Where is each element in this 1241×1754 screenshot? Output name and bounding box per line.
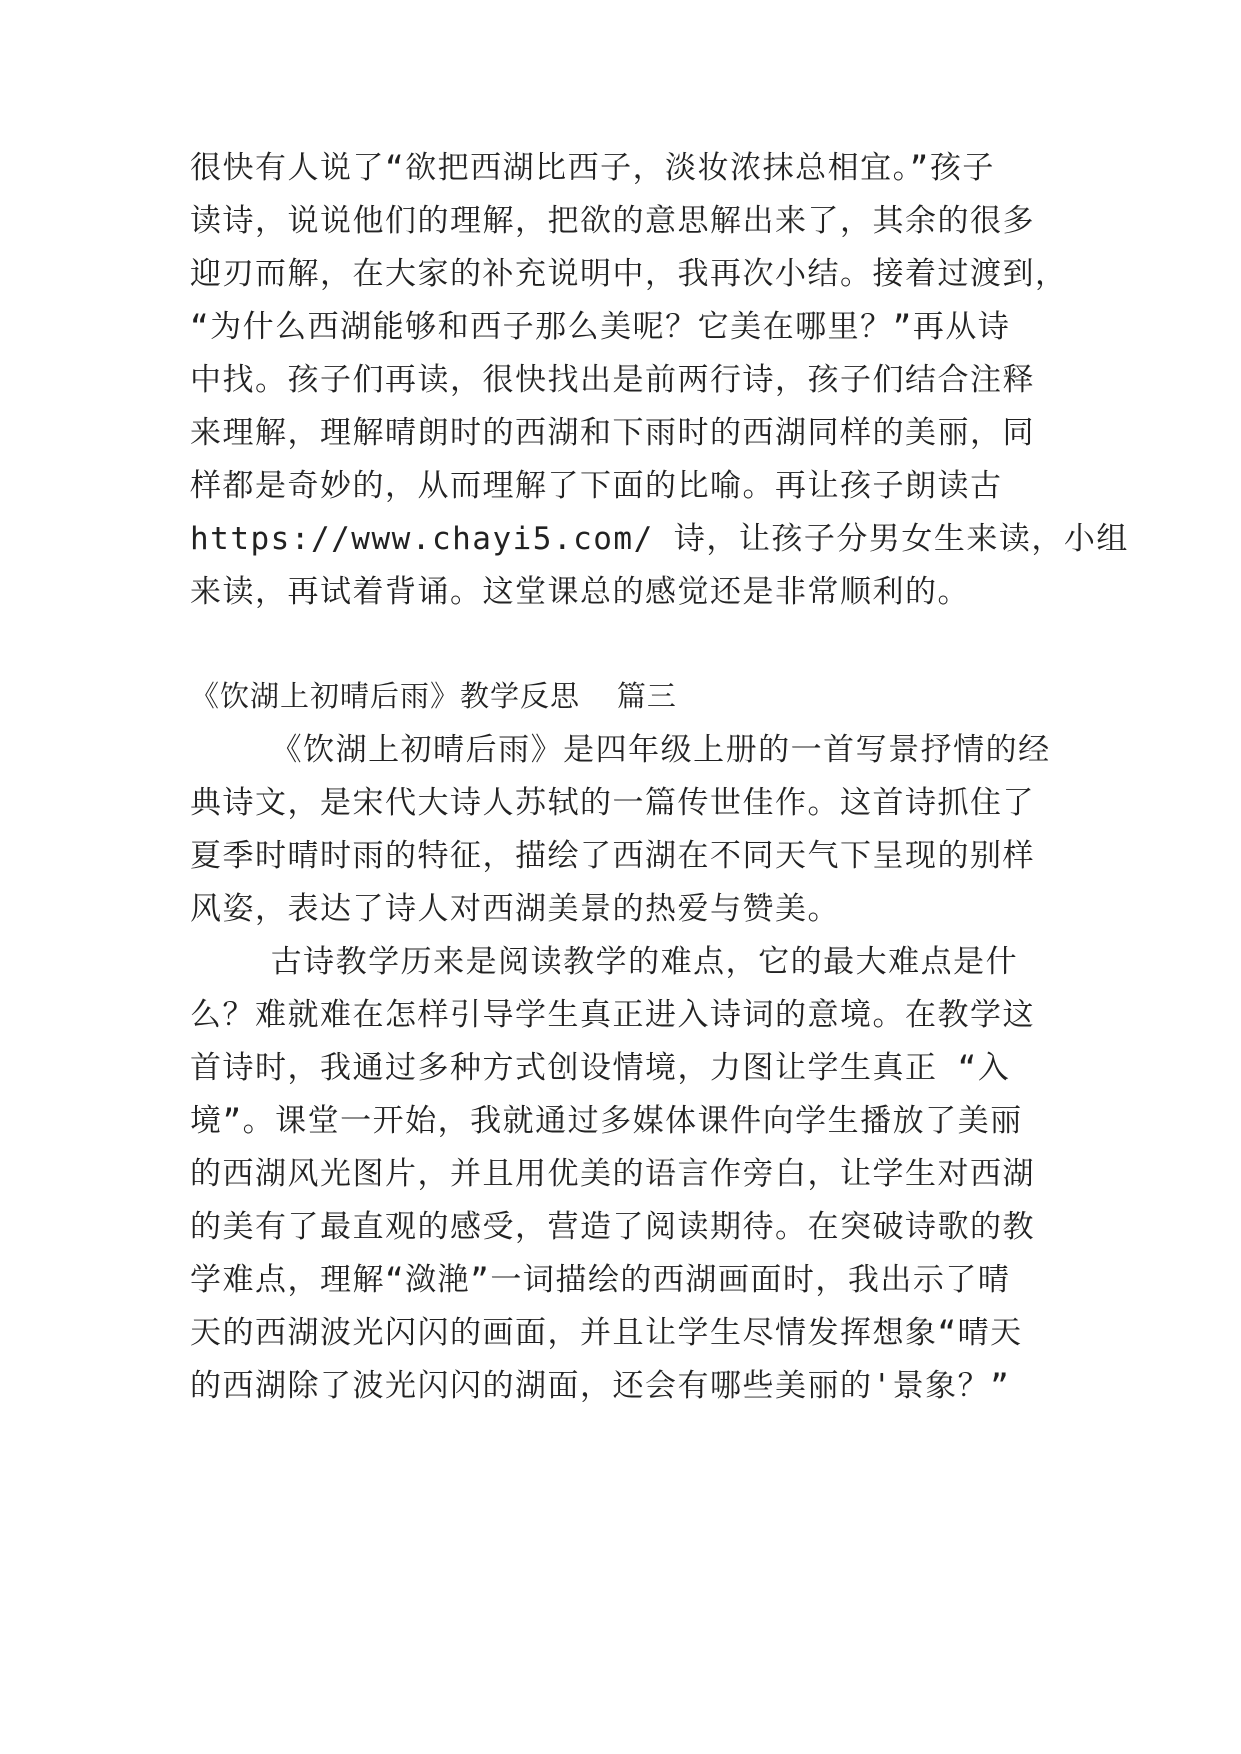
text-line: 风姿，表达了诗人对西湖美景的热爱与赞美。 xyxy=(190,891,840,927)
text-line: 的美有了最直观的感受，营造了阅读期待。在突破诗歌的教 xyxy=(190,1209,1035,1245)
text-line: 《饮湖上初晴后雨》是四年级上册的一首写景抒情的经 xyxy=(190,732,1051,768)
text-line: 来读，再试着背诵。这堂课总的感觉还是非常顺利的。 xyxy=(190,574,970,610)
text-line: 典诗文，是宋代大诗人苏轼的一篇传世佳作。这首诗抓住了 xyxy=(190,785,1035,821)
text-line: 夏季时晴时雨的特征，描绘了西湖在不同天气下呈现的别样 xyxy=(190,838,1035,874)
text-line: 迎刃而解，在大家的补充说明中，我再次小结。接着过渡到， xyxy=(190,256,1068,292)
text-line: 中找。孩子们再读，很快找出是前两行诗，孩子们结合注释 xyxy=(190,362,1035,398)
text-line: 天的西湖波光闪闪的画面，并且让学生尽情发挥想象“晴天 xyxy=(190,1315,1023,1351)
text-line: 样都是奇妙的，从而理解了下面的比喻。再让孩子朗读古 xyxy=(190,468,1003,504)
text-line: 学难点，理解“潋滟”一词描绘的西湖画面时，我出示了晴 xyxy=(190,1262,1011,1298)
text-line: 来理解，理解晴朗时的西湖和下雨时的西湖同样的美丽，同 xyxy=(190,415,1035,451)
text-line: 古诗教学历来是阅读教学的难点，它的最大难点是什 xyxy=(190,944,1019,980)
text-line: 的西湖除了波光闪闪的湖面，还会有哪些美丽的'景象？” xyxy=(190,1368,1011,1404)
text-line: 境”。课堂一开始，我就通过多媒体课件向学生播放了美丽 xyxy=(190,1103,1023,1139)
text-line: 读诗，说说他们的理解，把欲的意思解出来了，其余的很多 xyxy=(190,203,1035,239)
text-line: 首诗时，我通过多种方式创设情境，力图让学生真正 “入 xyxy=(190,1050,1011,1086)
text-line: 么？难就难在怎样引导学生真正进入诗词的意境。在教学这 xyxy=(190,997,1035,1033)
text-line: https://www.chayi5.com/ 诗，让孩子分男女生来读，小组 xyxy=(190,521,1129,557)
text-line: 很快有人说了“欲把西湖比西子，淡妆浓抹总相宜。”孩子 xyxy=(190,150,995,186)
section-heading: 《饮湖上初晴后雨》教学反思 篇三 xyxy=(190,679,677,713)
text-line: 的西湖风光图片，并且用优美的语言作旁白，让学生对西湖 xyxy=(190,1156,1035,1192)
text-line: “为什么西湖能够和西子那么美呢？它美在哪里？”再从诗 xyxy=(190,309,1011,345)
